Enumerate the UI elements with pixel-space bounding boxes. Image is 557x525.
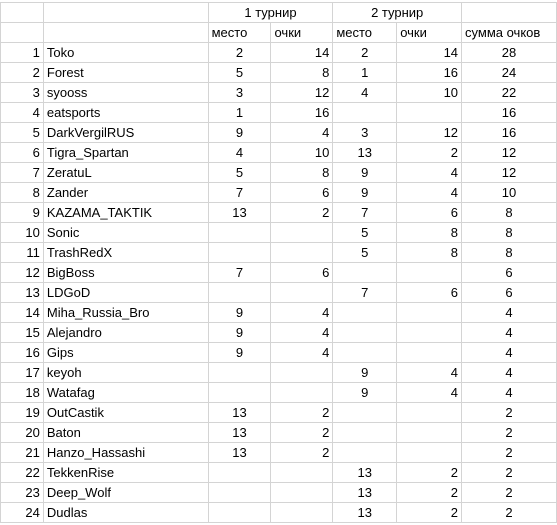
t1-points-cell[interactable]: 4 [271,343,333,363]
table-row [1,63,557,83]
t1-place-cell[interactable]: 9 [208,323,271,343]
t2-place-cell[interactable]: 2 [333,43,397,63]
row-number-cell[interactable]: 9 [1,203,44,223]
t1-place-cell[interactable] [208,223,271,243]
row-number-cell[interactable]: 10 [1,223,44,243]
t1-place-cell[interactable]: 3 [208,83,271,103]
t2-place-header[interactable]: место [333,23,397,43]
t2-place-cell[interactable]: 4 [333,83,397,103]
player-name-cell[interactable]: Dudlas [43,503,208,523]
table-row [1,403,557,423]
t2-points-cell[interactable]: 4 [397,183,462,203]
row-number-cell[interactable]: 6 [1,143,44,163]
cell-empty[interactable] [462,3,557,23]
t2-place-cell[interactable]: 13 [333,503,397,523]
total-points-cell[interactable]: 2 [462,423,557,443]
total-header[interactable]: сумма очков [462,23,557,43]
cell-empty[interactable] [1,23,44,43]
table-row [1,363,557,383]
t2-points-cell[interactable] [397,343,462,363]
player-name-cell[interactable]: Baton [43,423,208,443]
t1-place-cell[interactable]: 9 [208,123,271,143]
t2-points-cell[interactable] [397,423,462,443]
table-row [1,83,557,103]
t1-points-cell[interactable] [271,223,333,243]
cell-empty[interactable] [43,23,208,43]
t2-place-cell[interactable]: 5 [333,243,397,263]
row-number-cell[interactable]: 8 [1,183,44,203]
t2-points-cell[interactable] [397,403,462,423]
row-number-cell[interactable]: 3 [1,83,44,103]
total-points-cell[interactable]: 4 [462,323,557,343]
player-name-cell[interactable]: ZeratuL [43,163,208,183]
t2-points-cell[interactable]: 4 [397,363,462,383]
t2-place-cell[interactable] [333,323,397,343]
table-row [1,163,557,183]
player-name-cell[interactable]: Watafag [43,383,208,403]
spreadsheet-grid [0,2,557,523]
table-row [1,263,557,283]
total-points-cell[interactable]: 12 [462,143,557,163]
t1-points-header[interactable]: очки [271,23,333,43]
t2-points-cell[interactable]: 10 [397,83,462,103]
t2-points-cell[interactable]: 14 [397,43,462,63]
t1-points-cell[interactable]: 2 [271,203,333,223]
t1-place-cell[interactable] [208,503,271,523]
total-points-cell[interactable]: 4 [462,303,557,323]
t1-points-cell[interactable] [271,243,333,263]
table-row [1,123,557,143]
player-name-cell[interactable]: Sonic [43,223,208,243]
total-points-cell[interactable]: 28 [462,43,557,63]
row-number-cell[interactable]: 21 [1,443,44,463]
t2-points-cell[interactable] [397,323,462,343]
player-name-cell[interactable]: KAZAMA_TAKTIK [43,203,208,223]
player-name-cell[interactable]: LDGoD [43,283,208,303]
t2-points-cell[interactable]: 2 [397,463,462,483]
table-row [1,463,557,483]
t1-place-cell[interactable]: 13 [208,203,271,223]
t1-points-cell[interactable] [271,503,333,523]
t1-place-cell[interactable]: 2 [208,43,271,63]
t1-points-cell[interactable] [271,283,333,303]
total-points-cell[interactable]: 16 [462,103,557,123]
t1-points-cell[interactable]: 10 [271,143,333,163]
player-name-cell[interactable]: TrashRedX [43,243,208,263]
t1-points-cell[interactable]: 4 [271,303,333,323]
table-row [1,503,557,523]
player-name-cell[interactable]: Zander [43,183,208,203]
t1-place-header[interactable]: место [208,23,271,43]
t1-place-cell[interactable]: 5 [208,63,271,83]
t2-points-cell[interactable]: 4 [397,163,462,183]
grid-body [1,3,557,523]
table-row [1,423,557,443]
total-points-cell[interactable]: 8 [462,243,557,263]
total-points-cell[interactable]: 16 [462,123,557,143]
t1-place-cell[interactable]: 13 [208,403,271,423]
player-name-cell[interactable]: syooss [43,83,208,103]
row-number-cell[interactable]: 17 [1,363,44,383]
row-number-cell[interactable]: 19 [1,403,44,423]
t1-place-cell[interactable]: 9 [208,303,271,323]
t2-points-cell[interactable]: 6 [397,283,462,303]
t2-points-cell[interactable]: 8 [397,223,462,243]
table-row [1,43,557,63]
total-points-cell[interactable]: 2 [462,463,557,483]
row-number-cell[interactable]: 4 [1,103,44,123]
t2-place-cell[interactable]: 9 [333,183,397,203]
t1-points-cell[interactable]: 2 [271,403,333,423]
t2-points-cell[interactable]: 2 [397,483,462,503]
t1-place-cell[interactable]: 13 [208,423,271,443]
player-name-cell[interactable]: Forest [43,63,208,83]
player-name-cell[interactable]: TekkenRise [43,463,208,483]
t2-points-cell[interactable]: 12 [397,123,462,143]
row-number-cell[interactable]: 7 [1,163,44,183]
total-points-cell[interactable]: 10 [462,183,557,203]
t2-points-cell[interactable] [397,263,462,283]
t1-points-cell[interactable] [271,363,333,383]
player-name-cell[interactable]: DarkVergilRUS [43,123,208,143]
t2-points-cell[interactable] [397,443,462,463]
t1-points-cell[interactable]: 12 [271,83,333,103]
t1-place-cell[interactable]: 13 [208,443,271,463]
total-points-cell[interactable]: 4 [462,383,557,403]
t1-place-cell[interactable]: 1 [208,103,271,123]
tournament1-header[interactable]: 1 турнир [208,3,333,23]
header-row-tournaments [1,3,557,23]
table-row [1,283,557,303]
table-row [1,323,557,343]
t1-place-cell[interactable] [208,363,271,383]
t1-points-cell[interactable]: 16 [271,103,333,123]
t2-points-cell[interactable]: 4 [397,383,462,403]
t2-place-cell[interactable] [333,263,397,283]
t2-place-cell[interactable]: 7 [333,283,397,303]
t1-points-cell[interactable]: 8 [271,63,333,83]
t2-points-cell[interactable] [397,303,462,323]
t1-points-cell[interactable]: 14 [271,43,333,63]
table-row [1,443,557,463]
t2-place-cell[interactable]: 5 [333,223,397,243]
table-row [1,303,557,323]
player-name-cell[interactable]: Gips [43,343,208,363]
row-number-cell[interactable]: 23 [1,483,44,503]
player-name-cell[interactable]: keyoh [43,363,208,383]
t2-place-cell[interactable]: 1 [333,63,397,83]
t1-place-cell[interactable]: 5 [208,163,271,183]
row-number-cell[interactable]: 12 [1,263,44,283]
table-row [1,243,557,263]
t2-place-cell[interactable]: 7 [333,203,397,223]
total-points-cell[interactable]: 2 [462,503,557,523]
player-name-cell[interactable]: Hanzo_Hassashi [43,443,208,463]
cell-empty[interactable] [1,3,44,23]
t2-points-header[interactable]: очки [397,23,462,43]
t2-place-cell[interactable]: 9 [333,363,397,383]
table-row [1,383,557,403]
total-points-cell[interactable]: 4 [462,363,557,383]
row-number-cell[interactable]: 2 [1,63,44,83]
player-name-cell[interactable]: OutCastik [43,403,208,423]
row-number-cell[interactable]: 20 [1,423,44,443]
t2-place-cell[interactable] [333,423,397,443]
table-row [1,203,557,223]
t2-points-cell[interactable]: 2 [397,503,462,523]
row-number-cell[interactable]: 14 [1,303,44,323]
row-number-cell[interactable]: 13 [1,283,44,303]
t1-place-cell[interactable] [208,383,271,403]
total-points-cell[interactable]: 6 [462,283,557,303]
table-row [1,183,557,203]
t1-points-cell[interactable]: 2 [271,443,333,463]
total-points-cell[interactable]: 8 [462,203,557,223]
t1-points-cell[interactable]: 4 [271,323,333,343]
t2-place-cell[interactable] [333,103,397,123]
row-number-cell[interactable]: 5 [1,123,44,143]
table-row [1,343,557,363]
t2-place-cell[interactable]: 13 [333,483,397,503]
player-name-cell[interactable]: Tigra_Spartan [43,143,208,163]
row-number-cell[interactable]: 1 [1,43,44,63]
t2-points-cell[interactable]: 6 [397,203,462,223]
t2-points-cell[interactable]: 2 [397,143,462,163]
table-row [1,103,557,123]
total-points-cell[interactable]: 24 [462,63,557,83]
row-number-cell[interactable]: 16 [1,343,44,363]
t2-place-cell[interactable]: 3 [333,123,397,143]
cell-empty[interactable] [43,3,208,23]
total-points-cell[interactable]: 6 [462,263,557,283]
t1-place-cell[interactable]: 9 [208,343,271,363]
t1-points-cell[interactable]: 8 [271,163,333,183]
player-name-cell[interactable]: Toko [43,43,208,63]
t2-place-cell[interactable] [333,303,397,323]
total-points-cell[interactable]: 2 [462,443,557,463]
t2-place-cell[interactable] [333,343,397,363]
row-number-cell[interactable]: 11 [1,243,44,263]
t2-place-cell[interactable] [333,403,397,423]
total-points-cell[interactable]: 12 [462,163,557,183]
row-number-cell[interactable]: 18 [1,383,44,403]
t2-points-cell[interactable]: 16 [397,63,462,83]
row-number-cell[interactable]: 24 [1,503,44,523]
t2-place-cell[interactable]: 13 [333,463,397,483]
t2-place-cell[interactable]: 9 [333,383,397,403]
t1-place-cell[interactable] [208,243,271,263]
t1-place-cell[interactable]: 7 [208,183,271,203]
t2-points-cell[interactable]: 8 [397,243,462,263]
t1-place-cell[interactable] [208,483,271,503]
header-row-columns [1,23,557,43]
table-row [1,483,557,503]
total-points-cell[interactable]: 2 [462,483,557,503]
t1-points-cell[interactable]: 6 [271,183,333,203]
table-row [1,143,557,163]
t1-points-cell[interactable] [271,463,333,483]
t2-place-cell[interactable] [333,443,397,463]
t1-points-cell[interactable]: 2 [271,423,333,443]
t2-place-cell[interactable]: 13 [333,143,397,163]
player-name-cell[interactable]: Alejandro [43,323,208,343]
t2-points-cell[interactable] [397,103,462,123]
player-name-cell[interactable]: Miha_Russia_Bro [43,303,208,323]
total-points-cell[interactable]: 8 [462,223,557,243]
tournament2-header[interactable]: 2 турнир [333,3,462,23]
total-points-cell[interactable]: 4 [462,343,557,363]
row-number-cell[interactable]: 15 [1,323,44,343]
table-row [1,223,557,243]
t1-place-cell[interactable] [208,463,271,483]
t2-place-cell[interactable]: 9 [333,163,397,183]
t1-place-cell[interactable] [208,283,271,303]
t1-points-cell[interactable] [271,483,333,503]
player-name-cell[interactable]: BigBoss [43,263,208,283]
player-name-cell[interactable]: Deep_Wolf [43,483,208,503]
t1-place-cell[interactable]: 4 [208,143,271,163]
total-points-cell[interactable]: 22 [462,83,557,103]
row-number-cell[interactable]: 22 [1,463,44,483]
t1-points-cell[interactable]: 4 [271,123,333,143]
t1-points-cell[interactable]: 6 [271,263,333,283]
t1-points-cell[interactable] [271,383,333,403]
total-points-cell[interactable]: 2 [462,403,557,423]
player-name-cell[interactable]: eatsports [43,103,208,123]
t1-place-cell[interactable]: 7 [208,263,271,283]
